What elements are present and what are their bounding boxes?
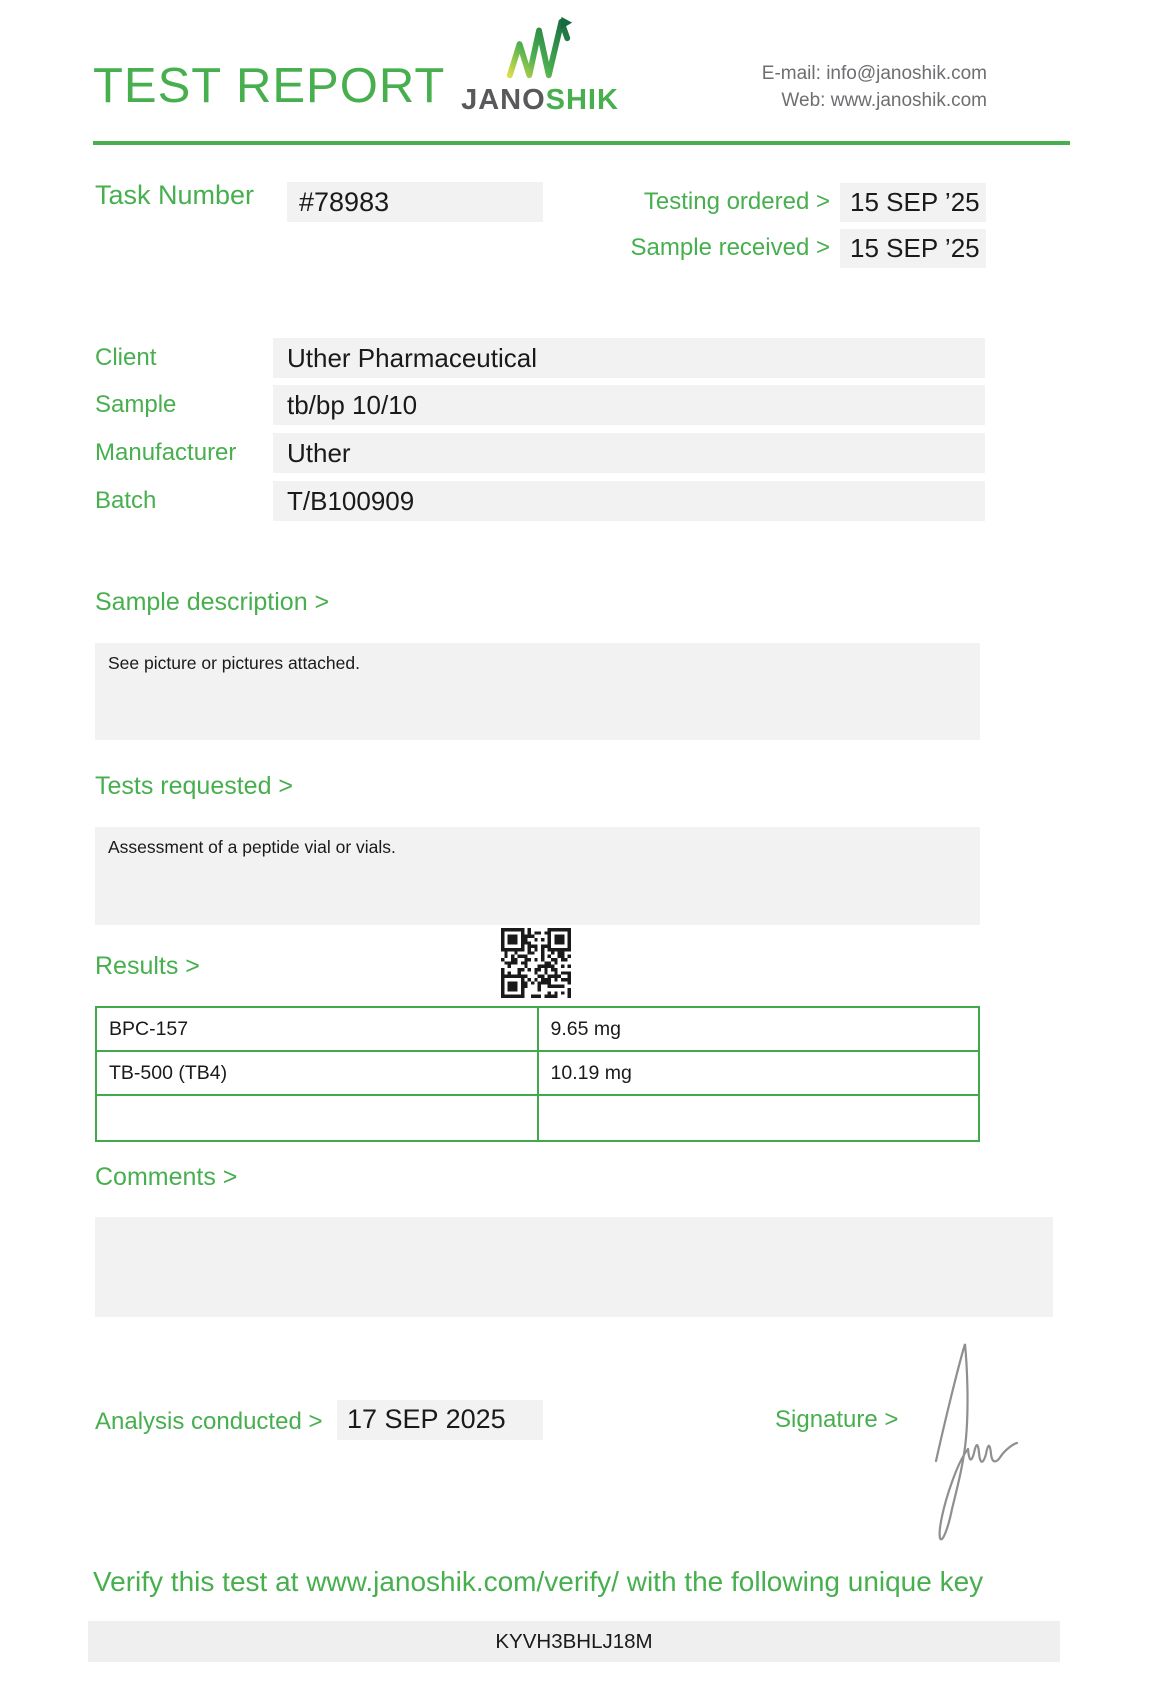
table-row bbox=[96, 1007, 979, 1051]
table-row bbox=[96, 1095, 979, 1141]
sample-received-label: Sample received > bbox=[630, 234, 830, 261]
logo-text-dark: JANO bbox=[461, 84, 546, 116]
sample-description-text: See picture or pictures attached. bbox=[108, 653, 360, 673]
result-name: BPC-157 bbox=[96, 1007, 538, 1051]
sample-description-heading: Sample description > bbox=[95, 588, 330, 616]
header-divider bbox=[93, 141, 1070, 145]
client-label: Client bbox=[95, 344, 157, 371]
result-name: TB-500 (TB4) bbox=[96, 1051, 538, 1095]
verify-instruction: Verify this test at www.janoshik.com/verify/ with the following unique key bbox=[93, 1566, 984, 1597]
analysis-date-value: 17 SEP 2025 bbox=[347, 1404, 506, 1434]
task-number-label: Task Number bbox=[95, 180, 255, 210]
manufacturer-field bbox=[273, 433, 985, 473]
logo-text-green: SHIK bbox=[545, 84, 619, 116]
task-number-value: #78983 bbox=[299, 187, 390, 217]
client-field bbox=[273, 338, 985, 378]
qr-code bbox=[501, 928, 571, 998]
task-number-field bbox=[287, 182, 543, 222]
sample-field bbox=[273, 385, 985, 425]
results-table bbox=[95, 1006, 980, 1142]
signature-scribble bbox=[918, 1333, 1030, 1551]
batch-label: Batch bbox=[95, 487, 157, 514]
analysis-conducted-label: Analysis conducted > bbox=[95, 1408, 323, 1435]
verify-key-field bbox=[88, 1621, 1060, 1662]
result-value bbox=[538, 1095, 980, 1141]
batch-field bbox=[273, 481, 985, 521]
signature-label: Signature > bbox=[775, 1406, 899, 1433]
batch-value: T/B100909 bbox=[287, 486, 415, 516]
result-value: 10.19 mg bbox=[538, 1051, 980, 1095]
testing-ordered-label: Testing ordered > bbox=[643, 188, 830, 215]
contact-email-line: E-mail: info@janoshik.com bbox=[761, 63, 987, 84]
results-heading: Results > bbox=[95, 952, 200, 980]
contact-email: info@janoshik.com bbox=[826, 63, 987, 84]
sample-value: tb/bp 10/10 bbox=[287, 390, 418, 420]
analysis-date-field bbox=[337, 1400, 543, 1440]
testing-ordered-field bbox=[840, 183, 986, 222]
tests-requested-box bbox=[95, 827, 980, 925]
contact-block bbox=[762, 60, 987, 114]
logo-wordmark bbox=[455, 84, 625, 117]
manufacturer-value: Uther bbox=[287, 438, 351, 468]
tests-requested-text: Assessment of a peptide vial or vials. bbox=[108, 837, 396, 857]
sample-received-value: 15 SEP ’25 bbox=[850, 233, 980, 263]
sample-received-field bbox=[840, 229, 986, 268]
result-name bbox=[96, 1095, 538, 1141]
result-value: 9.65 mg bbox=[538, 1007, 980, 1051]
manufacturer-label: Manufacturer bbox=[95, 439, 237, 466]
growth-chart-arrow-icon bbox=[503, 14, 577, 82]
testing-ordered-value: 15 SEP ’25 bbox=[850, 187, 980, 217]
comments-text bbox=[95, 1217, 1053, 1227]
table-row bbox=[96, 1051, 979, 1095]
sample-description-box bbox=[95, 643, 980, 740]
comments-box bbox=[95, 1217, 1053, 1317]
sample-label: Sample bbox=[95, 391, 177, 418]
tests-requested-heading: Tests requested > bbox=[95, 772, 294, 800]
contact-web: www.janoshik.com bbox=[830, 90, 987, 111]
page-title: TEST REPORT bbox=[93, 59, 446, 113]
verify-key-value: KYVH3BHLJ18M bbox=[495, 1630, 653, 1653]
client-value: Uther Pharmaceutical bbox=[287, 343, 537, 373]
contact-web-line: Web: www.janoshik.com bbox=[781, 90, 987, 111]
comments-heading: Comments > bbox=[95, 1163, 238, 1191]
